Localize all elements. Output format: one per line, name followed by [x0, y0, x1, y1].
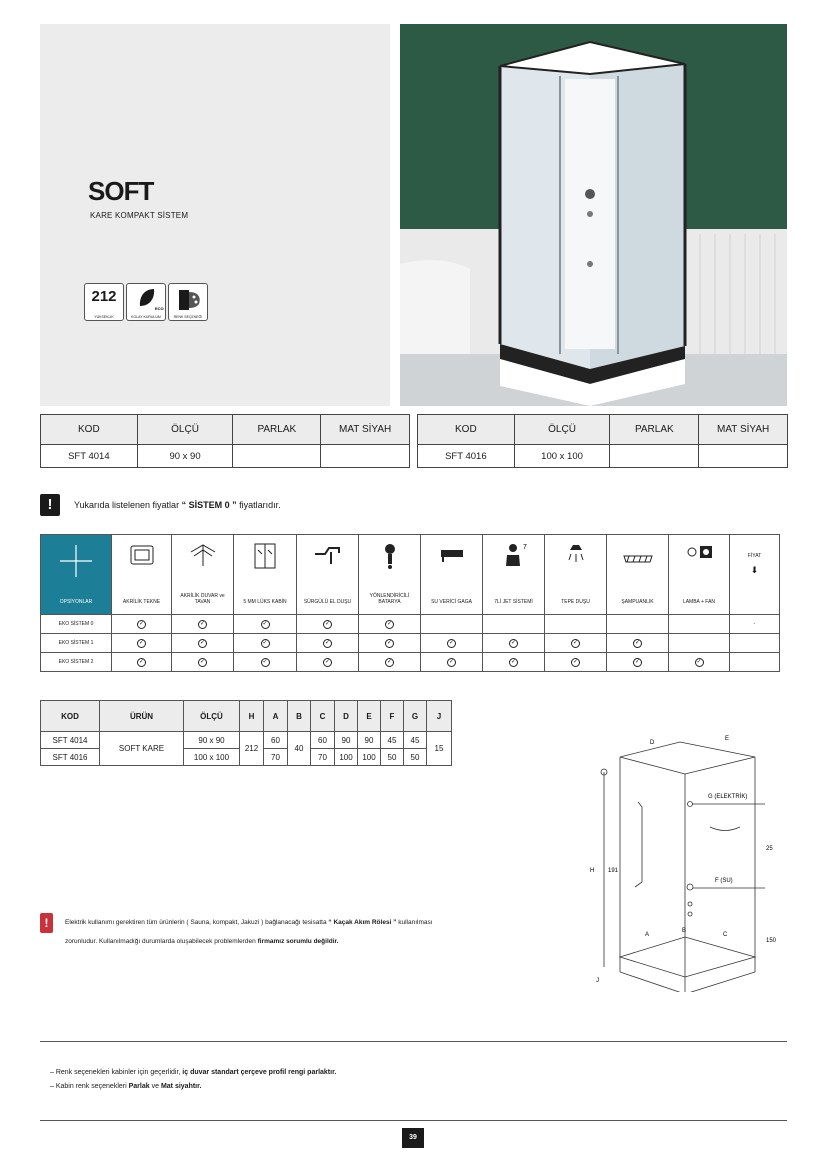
option-row-name: EKO SİSTEM 2 [41, 653, 112, 672]
exclamation-icon: ! [40, 913, 53, 933]
check-icon: ✓ [262, 658, 268, 665]
option-column-2 [172, 535, 234, 615]
divider [40, 1120, 787, 1121]
color-palette-icon [169, 284, 209, 314]
cell-kod: SFT 4016 [418, 445, 515, 468]
product-subtitle: KARE KOMPAKT SİSTEM [90, 211, 189, 220]
col-header: MAT SİYAH [699, 415, 788, 445]
cell-c: 60 [311, 732, 335, 749]
option-cell [112, 653, 172, 672]
price-table-4016 [417, 414, 788, 468]
check-icon: ✓ [262, 620, 268, 627]
tray-icon [125, 540, 159, 570]
options-table [40, 534, 780, 672]
option-cell [545, 653, 607, 672]
check-icon: ✓ [572, 639, 579, 646]
option-cell [297, 634, 359, 653]
option-column-3 [234, 535, 297, 615]
check-icon: ✓ [262, 639, 268, 646]
cell-olcu: 100 x 100 [514, 445, 610, 468]
option-column-10 [669, 535, 730, 615]
option-price: - [730, 615, 780, 634]
option-column-6 [421, 535, 483, 615]
shampoo-shelf-icon [621, 540, 655, 570]
divider [40, 1041, 787, 1042]
dim-a: A [645, 932, 650, 938]
cell-a: 70 [264, 749, 288, 766]
option-label: AKRİLİK TEKNE [122, 599, 161, 605]
option-cell [297, 653, 359, 672]
option-row [41, 653, 780, 672]
option-label: ŞAMPUANLIK [621, 599, 654, 605]
height-icon: 212 [91, 288, 117, 305]
dim-right-value: 25 [766, 846, 773, 852]
option-column-7 [483, 535, 545, 615]
option-cell [483, 634, 545, 653]
electric-warning [40, 913, 560, 951]
col-header: G [404, 701, 427, 732]
cabin-icon [248, 540, 282, 570]
cell-urun: SOFT KARE [100, 732, 184, 766]
options-label: OPSİYONLAR [59, 599, 93, 605]
dim-c: C [723, 932, 728, 938]
option-label: LAMBA + FAN [682, 599, 716, 605]
cell-h: 212 [240, 732, 264, 766]
lamp-fan-icon [682, 540, 716, 570]
dim-bottom-value: 150 [766, 938, 777, 944]
dim-b: B [682, 928, 687, 934]
cell-g: 50 [404, 749, 427, 766]
check-icon: ✓ [386, 658, 393, 665]
check-icon: ✓ [324, 639, 331, 646]
option-cell [234, 615, 297, 634]
col-header: MAT SİYAH [321, 415, 410, 445]
cell-parlak [610, 445, 699, 468]
cell-kod: SFT 4016 [41, 749, 100, 766]
option-cell [172, 634, 234, 653]
option-row [41, 615, 780, 634]
svg-text:7: 7 [522, 544, 527, 551]
option-cell [421, 634, 483, 653]
feature-color [168, 283, 208, 321]
cell-e: 100 [358, 749, 381, 766]
col-header: C [311, 701, 335, 732]
hand-shower-icon [311, 540, 345, 570]
cell-g: 45 [404, 732, 427, 749]
warning-text: zorunludur. Kullanılmadığı durumlarda oluşabilecek problemlerden [65, 938, 256, 945]
option-row-name: EKO SİSTEM 0 [41, 615, 112, 634]
option-label: 7Lİ JET SİSTEMİ [494, 599, 533, 605]
option-column-5 [359, 535, 421, 615]
check-icon: ✓ [510, 658, 517, 665]
col-header: ÜRÜN [100, 701, 184, 732]
option-label: TEPE DUŞU [561, 599, 590, 605]
feature-label: RENK SEÇENEĞİ [173, 315, 203, 319]
option-cell [545, 634, 607, 653]
col-header: D [335, 701, 358, 732]
dim-h: H [590, 868, 595, 874]
dim-g: G (ELEKTRİK) [708, 794, 748, 800]
option-column-1 [112, 535, 172, 615]
check-icon: ✓ [138, 639, 145, 646]
col-header: KOD [41, 701, 100, 732]
cell-parlak [233, 445, 321, 468]
option-label: SU VERİCİ GAGA [431, 599, 472, 605]
col-header: PARLAK [610, 415, 699, 445]
note-highlight: “ SİSTEM 0 ” [181, 500, 237, 510]
warning-text: kullanılması [398, 919, 433, 926]
footer-notes [50, 1066, 336, 1094]
option-label: SÜRGÜLÜ EL DUŞU [303, 599, 352, 605]
check-icon: ✓ [199, 639, 206, 646]
cell-e: 90 [358, 732, 381, 749]
cell-olcu: 90 x 90 [184, 732, 240, 749]
option-column-8 [545, 535, 607, 615]
option-row-name: EKO SİSTEM 1 [41, 634, 112, 653]
col-header: E [358, 701, 381, 732]
option-cell [421, 653, 483, 672]
arrow-down-icon: ⬇ [750, 565, 759, 575]
price-table-4014 [40, 414, 410, 468]
col-header: H [240, 701, 264, 732]
feature-label: KOLAY KURULUM [131, 315, 161, 319]
check-icon: ✓ [199, 658, 206, 665]
footer-bold: Mat siyahtır. [160, 1083, 202, 1090]
footer-bold: iç duvar standart çerçeve profil rengi parlaktır. [182, 1069, 337, 1076]
cell-kod: SFT 4014 [41, 445, 138, 468]
mixer-icon [373, 540, 407, 570]
col-header: ÖLÇÜ [137, 415, 233, 445]
option-cell [607, 634, 669, 653]
footer-text: – Kabin renk seçenekleri [50, 1083, 127, 1090]
cell-d: 90 [335, 732, 358, 749]
cell-d: 100 [335, 749, 358, 766]
cell-c: 70 [311, 749, 335, 766]
check-icon: ✓ [386, 639, 393, 646]
option-cell [669, 634, 730, 653]
price-column [730, 535, 780, 615]
eco-leaf-icon [127, 284, 167, 314]
col-header: KOD [41, 415, 138, 445]
cell-f: 50 [381, 749, 404, 766]
wall-ceiling-icon [186, 540, 220, 570]
dim-j: J [596, 978, 599, 984]
check-icon: ✓ [386, 620, 393, 627]
option-cell [607, 653, 669, 672]
check-icon: ✓ [634, 658, 641, 665]
dim-f: F (SU) [715, 878, 733, 884]
dim-h-value: 191 [608, 868, 619, 874]
check-icon: ✓ [138, 658, 145, 665]
option-row [41, 634, 780, 653]
option-column-4 [297, 535, 359, 615]
col-header: A [264, 701, 288, 732]
option-cell [359, 653, 421, 672]
col-header: F [381, 701, 404, 732]
dimension-diagram [590, 732, 790, 992]
cell-kod: SFT 4014 [41, 732, 100, 749]
price-label: FİYAT [747, 553, 762, 559]
check-icon: ✓ [634, 639, 641, 646]
dim-d: D [650, 740, 655, 746]
option-cell [483, 615, 545, 634]
cell-a: 60 [264, 732, 288, 749]
check-icon: ✓ [138, 620, 145, 627]
product-photo [400, 24, 787, 406]
cell-mat [699, 445, 788, 468]
check-icon: ✓ [324, 620, 331, 627]
col-header: ÖLÇÜ [184, 701, 240, 732]
plus-icon [58, 543, 94, 579]
check-icon: ✓ [448, 639, 455, 646]
option-label: 5 MM LÜKS KABİN [243, 599, 287, 605]
spec-table [40, 700, 452, 766]
dim-e: E [725, 736, 730, 742]
col-header: PARLAK [233, 415, 321, 445]
option-cell [545, 615, 607, 634]
check-icon: ✓ [572, 658, 579, 665]
option-cell [359, 615, 421, 634]
jet-icon [497, 540, 531, 570]
feature-height [84, 283, 124, 321]
check-icon: ✓ [510, 639, 517, 646]
option-label: AKRİLİK DUVAR ve TAVAN [180, 593, 225, 605]
cell-b: 40 [288, 732, 311, 766]
option-cell [483, 653, 545, 672]
cell-olcu: 100 x 100 [184, 749, 240, 766]
option-cell [172, 615, 234, 634]
footer-text: – Renk seçenekleri kabinler için geçerlidir, [50, 1069, 181, 1076]
footer-text: ve [151, 1083, 159, 1090]
option-cell [607, 615, 669, 634]
option-cell [297, 615, 359, 634]
exclamation-icon: ! [40, 494, 60, 516]
feature-eco [126, 283, 166, 321]
col-header: KOD [418, 415, 515, 445]
option-cell [112, 615, 172, 634]
option-cell [234, 634, 297, 653]
check-icon: ✓ [324, 658, 331, 665]
option-cell [172, 653, 234, 672]
col-header: ÖLÇÜ [514, 415, 610, 445]
col-header: B [288, 701, 311, 732]
note-after: fiyatlarıdır. [239, 500, 281, 510]
feature-label: YÜKSEKLİK [94, 315, 114, 319]
option-price [730, 634, 780, 653]
cell-olcu: 90 x 90 [137, 445, 233, 468]
warning-bold: “ Kaçak Akım Rölesi ” [328, 919, 397, 926]
footer-bold: Parlak [128, 1083, 150, 1090]
cell-f: 45 [381, 732, 404, 749]
option-price [730, 653, 780, 672]
cell-mat [321, 445, 410, 468]
rain-shower-icon [559, 540, 593, 570]
warning-bold: firmamız sorumlu değildir. [257, 938, 339, 945]
option-cell [112, 634, 172, 653]
option-cell [421, 615, 483, 634]
check-icon: ✓ [448, 658, 455, 665]
price-note [40, 494, 281, 516]
option-cell [669, 653, 730, 672]
option-cell [359, 634, 421, 653]
product-title: SOFT [88, 176, 154, 206]
option-cell [669, 615, 730, 634]
check-icon: ✓ [696, 658, 702, 665]
col-header: J [427, 701, 452, 732]
spout-icon [435, 540, 469, 570]
check-icon: ✓ [199, 620, 206, 627]
note-before: Yukarıda listelenen fiyatlar [74, 500, 180, 510]
svg-text:ECO: ECO [155, 306, 164, 311]
cell-j: 15 [427, 732, 452, 766]
page-number: 39 [402, 1128, 424, 1148]
option-column-9 [607, 535, 669, 615]
option-label: YÖNLENDİRİCİLİ BATARYA [369, 593, 410, 605]
option-cell [234, 653, 297, 672]
warning-text: Elektrik kullanımı gerektiren tüm ürünlerin ( Sauna, kompakt, Jakuzi ) bağlanacağı tesisatta [65, 919, 327, 926]
options-header [41, 535, 112, 615]
